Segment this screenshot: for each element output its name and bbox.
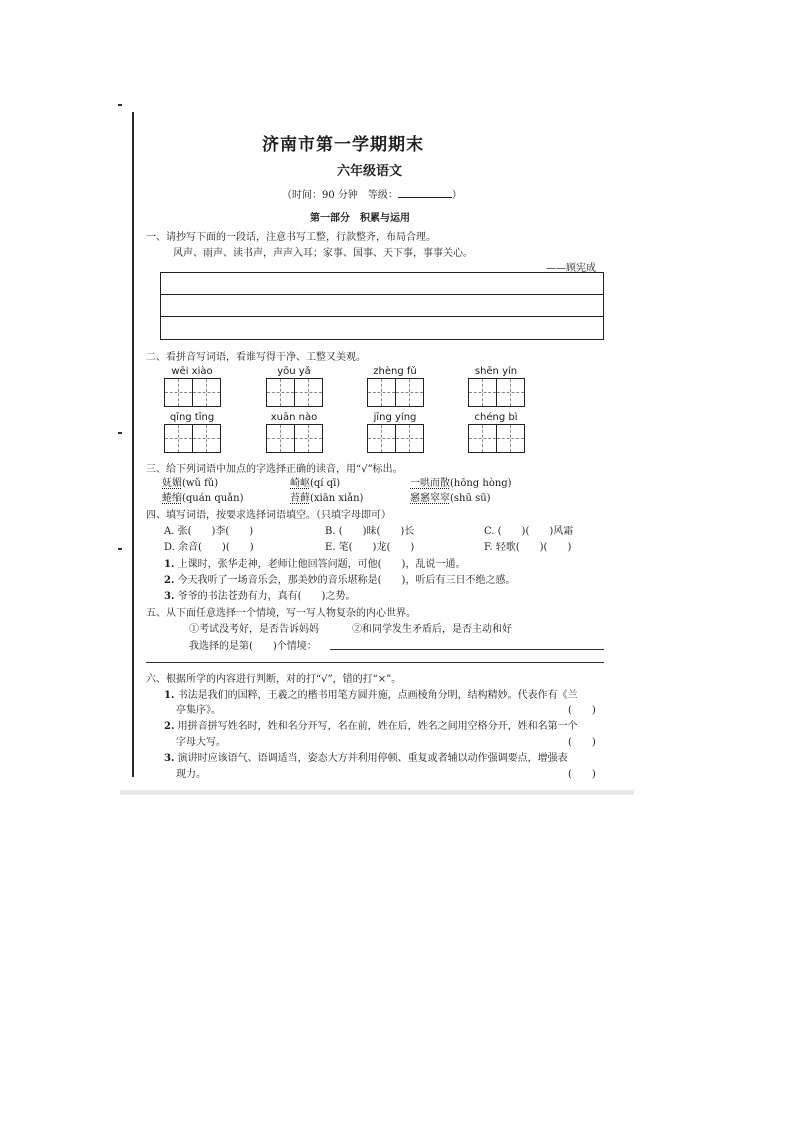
fill-sentence[interactable] [164, 587, 355, 602]
sentence-text: 今天我听了一场音乐会，那美妙的音乐堪称是( )，听后有三日不绝之感。 [177, 575, 516, 586]
answer-line[interactable] [146, 662, 604, 663]
q5-prompt: 五、从下面任意选择一个情境，写一写人物复杂的内心世界。 [146, 608, 416, 619]
pinyin-label: xuān nào [270, 412, 318, 423]
judge-text: 演讲时应该语气、语调适当，姿态大方并利用停顿、重复或者辅以动作强调要点，增强表 [177, 753, 568, 764]
page-subtitle: 六年级语文 [337, 164, 403, 179]
tian-grid[interactable] [164, 424, 220, 453]
sentence-num: 2. [164, 575, 175, 586]
q1-prompt: 一、请抄写下面的一段话，注意书写工整，行款整齐，布局合理。 [146, 232, 436, 243]
reading-item [290, 474, 340, 489]
judge-text-cont: 亭集序》。 [176, 705, 221, 716]
tian-grid[interactable] [468, 378, 524, 407]
reading-options[interactable]: (wǔ fǔ) [182, 478, 219, 489]
time-info-text: （时间：90 分钟 等级： [282, 190, 398, 201]
time-info-close: ） [451, 190, 462, 201]
tian-grid[interactable] [266, 378, 322, 407]
reading-word: 一哄而散 [410, 478, 450, 489]
q4-prompt: 四、填写词语，按要求选择词语填空。（只填字母即可） [146, 510, 391, 521]
sentence-text: 爷爷的书法苍劲有力，真有( )之势。 [177, 591, 356, 602]
reading-word: 崎岖 [290, 478, 310, 489]
judge-answer[interactable]: ( ) [568, 705, 596, 716]
judge-answer[interactable]: ( ) [568, 737, 596, 748]
pinyin-label: zhèng fǔ [373, 366, 417, 377]
judge-item-line [164, 717, 578, 732]
idiom-item[interactable]: B. ( )昧( )长 [325, 526, 415, 537]
scan-mark [118, 548, 122, 550]
judge-answer[interactable]: ( ) [568, 769, 596, 780]
judge-num: 1. [164, 690, 175, 701]
idiom-item[interactable]: C. ( )( )风霜 [484, 526, 574, 537]
reading-options[interactable]: (xiān xiǎn) [310, 493, 364, 504]
fill-sentence[interactable] [164, 555, 465, 570]
tian-grid[interactable] [164, 378, 220, 407]
sentence-num: 3. [164, 591, 175, 602]
scan-edge [120, 790, 634, 795]
page-title: 济南市第一学期期末 [262, 135, 424, 155]
judge-text: 书法是我们的国粹，王羲之的楷书用笔方圆并施，点画棱角分明，结构精妙。代表作有《兰 [177, 690, 578, 701]
reading-options[interactable]: (shū sū) [450, 493, 491, 504]
reading-word: 妩媚 [162, 478, 182, 489]
idiom-item[interactable]: A. 张( )李( ) [164, 526, 254, 537]
idiom-item[interactable]: E. 笔( )龙( ) [325, 542, 415, 553]
copy-writing-box[interactable] [160, 272, 604, 340]
q2-prompt: 二、看拼音写词语，看谁写得干净、工整又美观。 [146, 352, 366, 363]
pinyin-label: wēi xiào [171, 366, 213, 377]
answer-line[interactable] [330, 649, 604, 650]
pinyin-label: shēn yín [474, 366, 518, 377]
idiom-item[interactable]: F. 轻歌( )( ) [484, 542, 572, 553]
judge-text: 用拼音拼写姓名时，姓和名分开写，名在前，姓在后，姓名之间用空格分开，姓和名第一个 [177, 721, 578, 732]
tian-grid[interactable] [367, 424, 423, 453]
grade-blank[interactable] [398, 187, 452, 198]
q5-choice[interactable]: 我选择的是第( )个情境： [189, 641, 317, 652]
reading-item [162, 474, 218, 489]
fill-sentence[interactable] [164, 571, 515, 586]
reading-word: 蜷缩 [162, 493, 182, 504]
reading-options[interactable]: (qí qī) [310, 478, 341, 489]
tian-grid[interactable] [367, 378, 423, 407]
pinyin-label: yōu yǎ [277, 366, 311, 377]
binding-line [132, 112, 134, 777]
pinyin-label: qīng tīng [169, 412, 215, 423]
tian-grid[interactable] [266, 424, 322, 453]
scan-mark [118, 432, 122, 434]
idiom-item[interactable]: D. 余音( )( ) [164, 542, 254, 553]
judge-item-line [164, 686, 578, 701]
reading-word: 苔藓 [290, 493, 310, 504]
q5-option-1: ①考试没考好，是否告诉妈妈 [189, 624, 319, 635]
reading-item [410, 489, 491, 504]
tian-grid[interactable] [468, 424, 524, 453]
judge-num: 2. [164, 721, 175, 732]
judge-num: 3. [164, 753, 175, 764]
sentence-num: 1. [164, 559, 175, 570]
judge-item-line [164, 749, 568, 764]
time-info [282, 186, 462, 201]
pinyin-label: chéng bì [474, 412, 518, 423]
reading-options[interactable]: (hōng hòng) [450, 478, 512, 489]
reading-options[interactable]: (quán quǎn) [182, 493, 244, 504]
judge-text-cont: 现力。 [176, 769, 206, 780]
q1-passage: 风声、雨声、读书声，声声入耳；家事、国事、天下事，事事关心。 [173, 248, 473, 259]
part-title: 第一部分 积累与运用 [310, 213, 410, 224]
reading-item [290, 489, 363, 504]
pinyin-label: jīng yíng [373, 412, 417, 423]
q6-prompt: 六、根据所学的内容进行判断，对的打“√”，错的打“×”。 [146, 674, 402, 685]
reading-word: 窸窸窣窣 [410, 493, 450, 504]
reading-item [410, 474, 512, 489]
reading-item [162, 489, 243, 504]
judge-text-cont: 字母大写。 [176, 737, 226, 748]
q1-author: ——顾宪成 [546, 263, 596, 274]
q5-option-2: ②和同学发生矛盾后，是否主动和好 [352, 624, 512, 635]
scan-mark [118, 104, 122, 106]
sentence-text: 上课时，张华走神，老师让他回答问题，可他( )，乱说一通。 [177, 559, 466, 570]
q3-prompt: 三、给下列词语中加点的字选择正确的读音，用“√”标出。 [146, 464, 403, 475]
